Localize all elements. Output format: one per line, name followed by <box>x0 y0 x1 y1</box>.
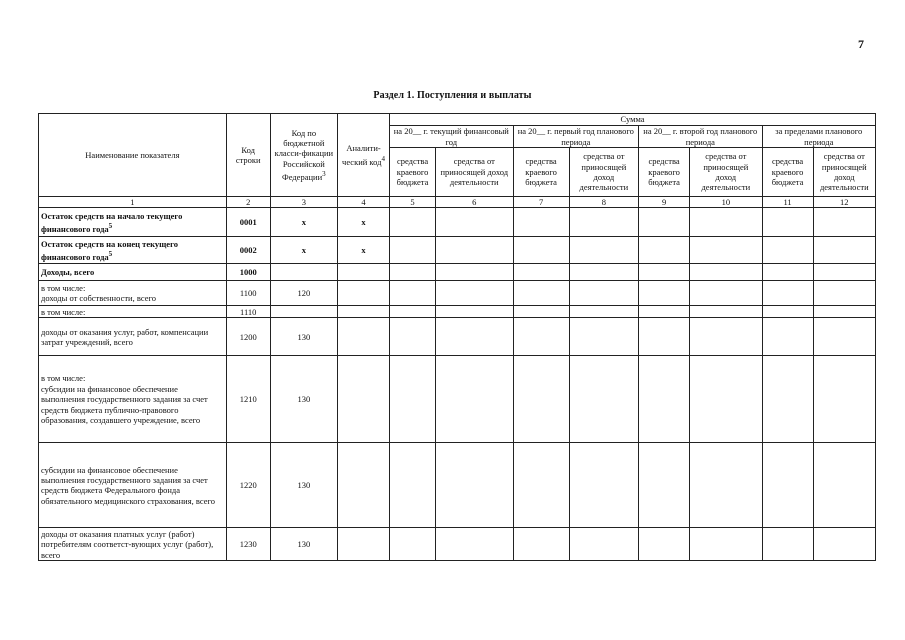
amount-cell[interactable] <box>390 528 436 561</box>
analytic-code <box>338 264 390 281</box>
table-row <box>39 356 876 443</box>
amount-cell[interactable] <box>435 318 513 356</box>
row-name-text: доходы от оказания услуг, работ, компенсации затрат учреждений, всего <box>41 326 209 347</box>
amount-cell[interactable] <box>639 264 690 281</box>
amount-cell[interactable] <box>569 208 638 237</box>
budget-classification-code: 120 <box>270 281 337 306</box>
amount-cell[interactable] <box>639 318 690 356</box>
analytic-code <box>338 443 390 528</box>
row-name-text: в том числе: <box>41 306 86 317</box>
header-budget-code-sup: 3 <box>322 170 326 179</box>
column-number: 7 <box>513 197 569 208</box>
analytic-code <box>338 356 390 443</box>
amount-cell[interactable] <box>813 443 875 528</box>
amount-cell[interactable] <box>569 356 638 443</box>
amount-cell[interactable] <box>435 443 513 528</box>
table-row <box>39 318 876 356</box>
header-sub-budget: средства краевого бюджета <box>762 148 813 197</box>
amount-cell[interactable] <box>390 237 436 264</box>
amount-cell[interactable] <box>813 208 875 237</box>
amount-cell[interactable] <box>813 318 875 356</box>
amount-cell[interactable] <box>513 306 569 318</box>
amount-cell[interactable] <box>690 264 762 281</box>
amount-cell[interactable] <box>813 356 875 443</box>
column-number: 5 <box>390 197 436 208</box>
analytic-code: x <box>338 237 390 264</box>
header-period-current: на 20__ г. текущий финансовый год <box>390 126 513 148</box>
amount-cell[interactable] <box>762 306 813 318</box>
header-sub-income: средства от приносящей доход деятельности <box>690 148 762 197</box>
amount-cell[interactable] <box>690 208 762 237</box>
header-sub-budget: средства краевого бюджета <box>390 148 436 197</box>
table-row <box>39 264 876 281</box>
amount-cell[interactable] <box>762 443 813 528</box>
row-code: 1230 <box>226 528 270 561</box>
row-name-text: доходы от оказания платных услуг (работ) потребителям соответст-вующих услуг (работ), всего <box>41 528 214 560</box>
amount-cell[interactable] <box>435 281 513 306</box>
amount-cell[interactable] <box>690 281 762 306</box>
row-name <box>39 264 227 281</box>
budget-classification-code <box>270 264 337 281</box>
header-analytic-code <box>338 114 390 197</box>
amount-cell[interactable] <box>390 264 436 281</box>
amount-cell[interactable] <box>390 208 436 237</box>
amount-cell[interactable] <box>435 208 513 237</box>
row-name <box>39 237 227 264</box>
column-number: 10 <box>690 197 762 208</box>
table-row <box>39 208 876 237</box>
header-row-1 <box>39 114 876 126</box>
row-code: 1100 <box>226 281 270 306</box>
amount-cell[interactable] <box>690 528 762 561</box>
column-number: 3 <box>270 197 337 208</box>
budget-classification-code: 130 <box>270 528 337 561</box>
analytic-code <box>338 281 390 306</box>
header-budget-code <box>270 114 337 197</box>
amount-cell[interactable] <box>762 528 813 561</box>
table-row <box>39 306 876 318</box>
table-row <box>39 528 876 561</box>
header-sub-income: средства от приносящей доход деятельности <box>435 148 513 197</box>
page-number: 7 <box>858 37 864 51</box>
column-number: 11 <box>762 197 813 208</box>
column-number: 12 <box>813 197 875 208</box>
header-sub-budget: средства краевого бюджета <box>639 148 690 197</box>
table-row <box>39 281 876 306</box>
header-row-code: Код строки <box>226 114 270 197</box>
amount-cell[interactable] <box>569 264 638 281</box>
row-name-text: Остаток средств на конец текущего финансового года <box>41 238 178 262</box>
budget-classification-code: x <box>270 208 337 237</box>
header-period-beyond: за пределами планового периода <box>762 126 875 148</box>
column-number: 2 <box>226 197 270 208</box>
analytic-code <box>338 306 390 318</box>
header-sub-budget: средства краевого бюджета <box>513 148 569 197</box>
table-row <box>39 237 876 264</box>
amount-cell[interactable] <box>435 356 513 443</box>
amount-cell[interactable] <box>639 281 690 306</box>
amount-cell[interactable] <box>762 237 813 264</box>
row-name <box>39 318 227 356</box>
amount-cell[interactable] <box>639 306 690 318</box>
amount-cell[interactable] <box>513 356 569 443</box>
row-name <box>39 208 227 237</box>
amount-cell[interactable] <box>813 528 875 561</box>
header-period-second: на 20__ г. второй год планового периода <box>639 126 762 148</box>
header-analytic-code-text: Аналити-ческий код <box>342 143 382 167</box>
row-code: 1220 <box>226 443 270 528</box>
amount-cell[interactable] <box>813 237 875 264</box>
amount-cell[interactable] <box>813 281 875 306</box>
amount-cell[interactable] <box>639 528 690 561</box>
row-name-text: в том числе: <box>41 373 86 384</box>
row-code: 0002 <box>226 237 270 264</box>
header-name: Наименование показателя <box>39 114 227 197</box>
amount-cell[interactable] <box>762 356 813 443</box>
row-code: 1110 <box>226 306 270 318</box>
row-name <box>39 281 227 306</box>
row-code: 1210 <box>226 356 270 443</box>
row-name-text: Остаток средств на начало текущего финансового года <box>41 210 183 234</box>
row-name <box>39 528 227 561</box>
budget-classification-code: x <box>270 237 337 264</box>
amount-cell[interactable] <box>569 318 638 356</box>
budget-classification-code: 130 <box>270 356 337 443</box>
amount-cell[interactable] <box>513 528 569 561</box>
amount-cell[interactable] <box>762 208 813 237</box>
amount-cell[interactable] <box>639 443 690 528</box>
footnote-mark: 5 <box>108 249 113 258</box>
column-number: 9 <box>639 197 690 208</box>
analytic-code: x <box>338 208 390 237</box>
amount-cell[interactable] <box>639 237 690 264</box>
header-analytic-code-sup: 4 <box>381 154 386 163</box>
column-number-row <box>39 197 876 208</box>
analytic-code <box>338 528 390 561</box>
row-code: 0001 <box>226 208 270 237</box>
analytic-code <box>338 318 390 356</box>
header-sub-income: средства от приносящей доход деятельности <box>813 148 875 197</box>
header-budget-code-text: Код по бюджетной класси-фикации Российской Федерации <box>274 127 334 183</box>
amount-cell[interactable] <box>690 356 762 443</box>
amount-cell[interactable] <box>513 443 569 528</box>
row-name-text: субсидии на финансовое обеспечение выполнения государственного задания за счет средств бюджета публично-правового образования, создавшего учреждение, всего <box>41 383 208 426</box>
amount-cell[interactable] <box>569 528 638 561</box>
amount-cell[interactable] <box>390 318 436 356</box>
amount-cell[interactable] <box>569 281 638 306</box>
row-name <box>39 306 227 318</box>
amount-cell[interactable] <box>435 237 513 264</box>
amount-cell[interactable] <box>690 306 762 318</box>
amount-cell[interactable] <box>690 318 762 356</box>
receipts-payments-table <box>38 113 876 561</box>
row-name-text: Доходы, всего <box>41 267 95 278</box>
amount-cell[interactable] <box>513 318 569 356</box>
row-name-text: в том числе: <box>41 283 86 293</box>
amount-cell[interactable] <box>813 264 875 281</box>
amount-cell[interactable] <box>390 306 436 318</box>
amount-cell[interactable] <box>569 237 638 264</box>
amount-cell[interactable] <box>390 281 436 306</box>
amount-cell[interactable] <box>513 208 569 237</box>
budget-classification-code: 130 <box>270 443 337 528</box>
row-name <box>39 443 227 528</box>
amount-cell[interactable] <box>690 443 762 528</box>
header-period-first: на 20__ г. первый год планового периода <box>513 126 639 148</box>
row-name-text: доходы от собственности, всего <box>41 293 156 304</box>
amount-cell[interactable] <box>690 237 762 264</box>
amount-cell[interactable] <box>569 443 638 528</box>
header-sub-income: средства от приносящей доход деятельности <box>569 148 638 197</box>
amount-cell[interactable] <box>435 306 513 318</box>
row-code: 1200 <box>226 318 270 356</box>
budget-classification-code <box>270 306 337 318</box>
amount-cell[interactable] <box>513 281 569 306</box>
amount-cell[interactable] <box>639 208 690 237</box>
amount-cell[interactable] <box>435 528 513 561</box>
amount-cell[interactable] <box>569 306 638 318</box>
row-name <box>39 356 227 443</box>
amount-cell[interactable] <box>513 264 569 281</box>
column-number: 8 <box>569 197 638 208</box>
footnote-mark: 5 <box>108 221 113 230</box>
amount-cell[interactable] <box>762 318 813 356</box>
amount-cell[interactable] <box>435 264 513 281</box>
row-name-text: субсидии на финансовое обеспечение выполнения государственного задания за счет средств бюджета Федерального фонда обязательного медицинского страхования, всего <box>41 464 216 506</box>
section-title: Раздел 1. Поступления и выплаты <box>373 90 532 101</box>
amount-cell[interactable] <box>390 443 436 528</box>
table-row <box>39 443 876 528</box>
column-number: 4 <box>338 197 390 208</box>
column-number: 6 <box>435 197 513 208</box>
header-sum: Сумма <box>390 114 876 126</box>
amount-cell[interactable] <box>513 237 569 264</box>
amount-cell[interactable] <box>639 356 690 443</box>
amount-cell[interactable] <box>762 264 813 281</box>
amount-cell[interactable] <box>390 356 436 443</box>
amount-cell[interactable] <box>813 306 875 318</box>
budget-classification-code: 130 <box>270 318 337 356</box>
amount-cell[interactable] <box>762 281 813 306</box>
column-number: 1 <box>39 197 227 208</box>
row-code: 1000 <box>226 264 270 281</box>
